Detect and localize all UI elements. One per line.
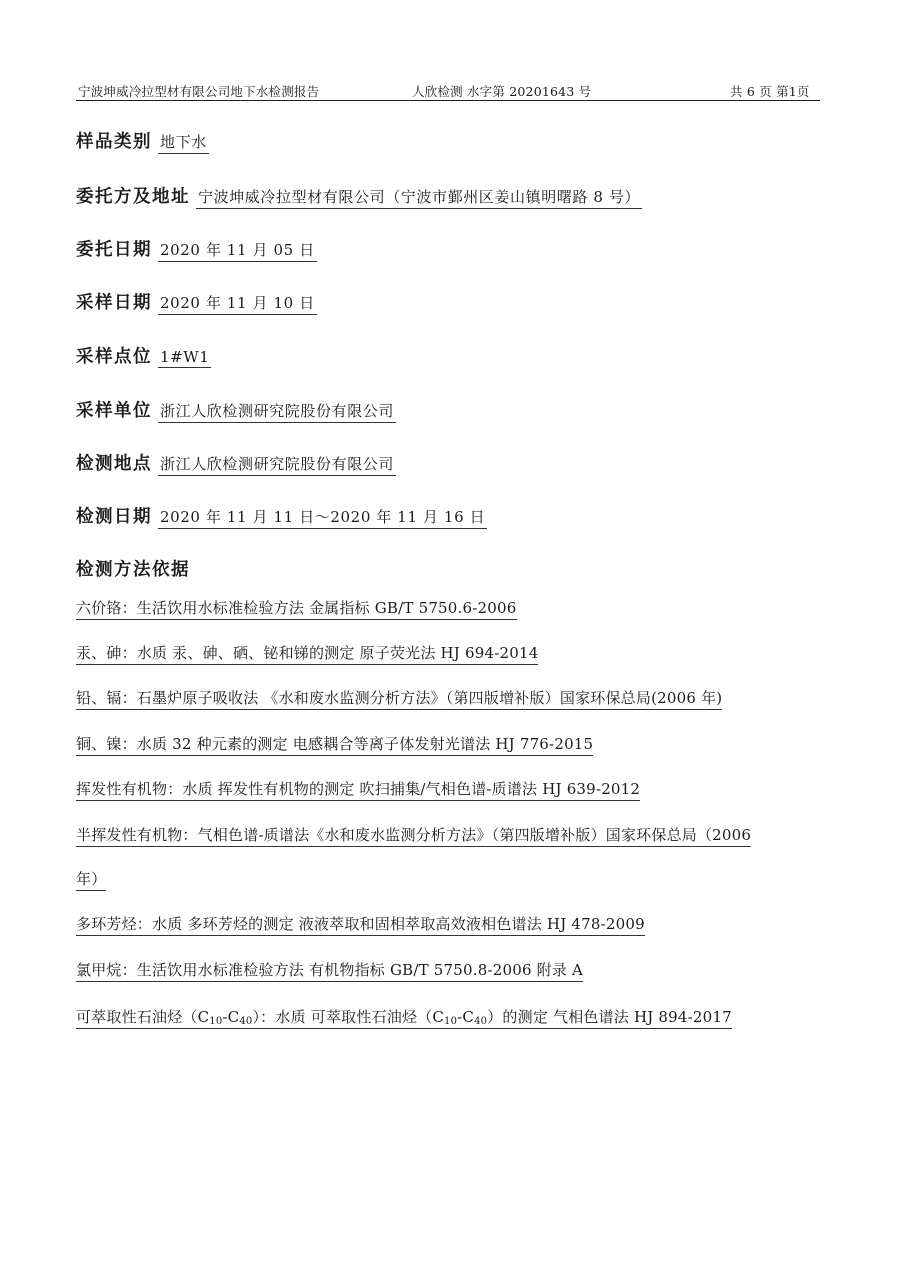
method-item-continuation: 年）	[76, 868, 106, 891]
field-label: 委托方及地址	[76, 187, 190, 207]
field-value: 地下水	[158, 131, 209, 154]
field-value: 1#W1	[160, 348, 210, 366]
field-label: 采样单位	[76, 401, 152, 421]
field-commission-date	[76, 236, 317, 262]
field-label: 委托日期	[76, 240, 152, 260]
method-text: ）的测定 气相色谱法 HJ 894-2017	[487, 1008, 732, 1026]
method-item: 多环芳烃：水质 多环芳烃的测定 液液萃取和固相萃取高效液相色谱法 HJ 478-2009	[76, 913, 645, 936]
field-sample-category	[76, 128, 209, 154]
method-item: 氯甲烷：生活饮用水标准检验方法 有机物指标 GB/T 5750.8-2006 附录 A	[76, 959, 583, 982]
method-text: -C	[457, 1008, 475, 1026]
method-item-petroleum	[76, 1006, 732, 1029]
field-value: 宁波坤威冷拉型材有限公司（宁波市鄞州区姜山镇明曙路 8 号）	[196, 186, 642, 209]
methods-section-title: 检测方法依据	[76, 560, 190, 580]
field-test-location	[76, 450, 396, 476]
header-report-number: 人欣检测 水字第 20201643 号	[412, 84, 592, 99]
method-item: 六价铬：生活饮用水标准检验方法 金属指标 GB/T 5750.6-2006	[76, 597, 517, 620]
method-subscript: 10	[209, 1016, 223, 1027]
field-sampling-point	[76, 343, 211, 368]
header-divider	[76, 100, 820, 101]
method-subscript: 40	[239, 1016, 253, 1027]
field-label: 样品类别	[76, 132, 152, 152]
field-value: 浙江人欣检测研究院股份有限公司	[158, 453, 396, 476]
header-report-title: 宁波坤威冷拉型材有限公司地下水检测报告	[78, 84, 320, 99]
field-sampling-unit	[76, 397, 396, 423]
field-value: 浙江人欣检测研究院股份有限公司	[158, 400, 396, 423]
method-item: 挥发性有机物：水质 挥发性有机物的测定 吹扫捕集/气相色谱-质谱法 HJ 639-2012	[76, 778, 640, 801]
field-label: 检测日期	[76, 507, 152, 527]
field-value: 2020 年 11 月 11 日～2020 年 11 月 16 日	[158, 506, 487, 529]
field-sampling-date	[76, 289, 317, 315]
method-text: -C	[222, 1008, 240, 1026]
field-value: 2020 年 11 月 05 日	[158, 239, 317, 262]
method-text: ）：水质 可萃取性石油烃（C	[252, 1008, 445, 1026]
method-item: 汞、砷：水质 汞、砷、硒、铋和锑的测定 原子荧光法 HJ 694-2014	[76, 642, 538, 665]
header-page-count: 共 6 页 第1页	[730, 84, 810, 99]
method-text: 可萃取性石油烃（C	[76, 1008, 210, 1026]
field-label: 采样点位	[76, 347, 152, 367]
field-value: 2020 年 11 月 10 日	[158, 292, 317, 315]
method-item: 铜、镍：水质 32 种元素的测定 电感耦合等离子体发射光谱法 HJ 776-2015	[76, 733, 593, 756]
method-subscript: 40	[474, 1016, 488, 1027]
field-label: 采样日期	[76, 293, 152, 313]
field-client	[76, 183, 642, 209]
field-label: 检测地点	[76, 454, 152, 474]
method-subscript: 10	[444, 1016, 458, 1027]
field-test-date	[76, 503, 487, 529]
method-item: 半挥发性有机物：气相色谱-质谱法《水和废水监测分析方法》（第四版增补版）国家环保总局（2006	[76, 824, 751, 847]
method-item: 铅、镉：石墨炉原子吸收法 《水和废水监测分析方法》（第四版增补版）国家环保总局(2006 年)	[76, 687, 722, 710]
